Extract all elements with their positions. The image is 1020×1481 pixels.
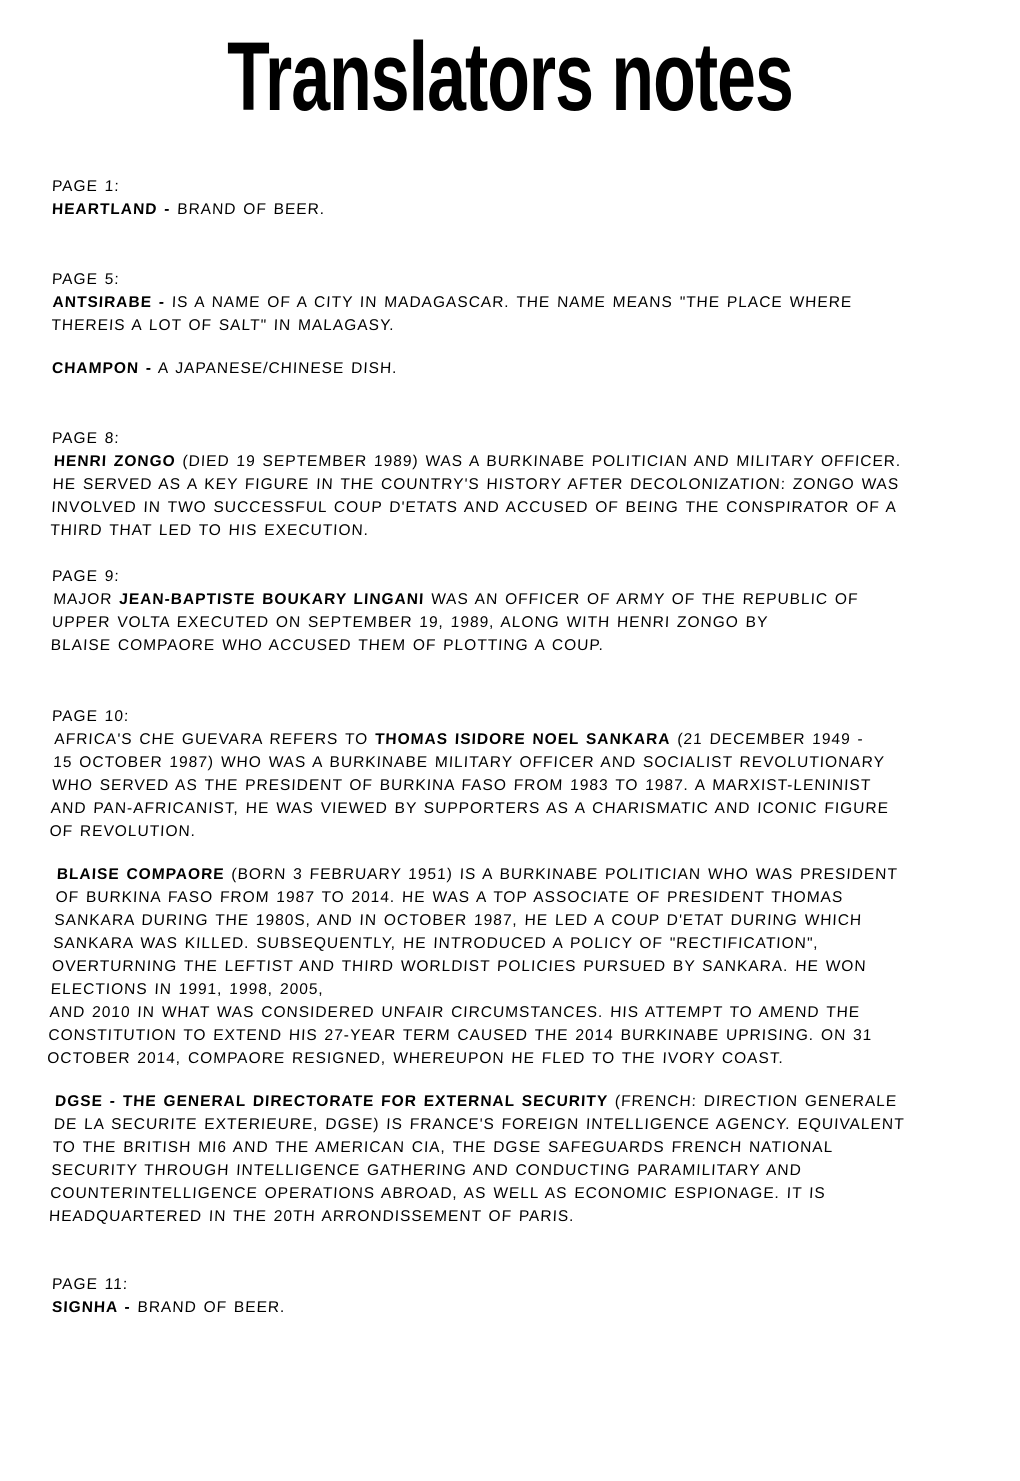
text-segment: (BORN 3 FEBRUARY 1951) IS A BURKINABE POLITICIAN WHO WAS PRESIDENT OF BURKINA FASO FROM 1987 TO 2014. HE WAS A TOP ASSOCIATE OF PRESIDENT THOMAS SANKARA DURING THE 1980S, AND IN OCTOBER 1987, HE LED A COUP D'ETAT DURING WHICH SANKARA WAS KILLED. SUBSEQUENTLY, HE INTRODUCED A POLICY OF "RECTIFICATION", OVERTURNING THE LEFTIST AND THIRD WORLDIST POLICIES PURSUED BY SANKARA. HE WON ELECTIONS IN 1991, 1998, 2005, AND 2010 IN WHAT WAS CONSIDERED UNFAIR CIRCUMSTANCES. HIS ATTEMPT TO AMEND THE CONSTITUTION TO EXTEND HIS 27-YEAR TERM CAUSED THE 2014 BURKINABE UPRISING. ON 31 OCTOBER 2014, COMPAORE RESIGNED, WHEREUPON HE FLED TO THE IVORY COAST. [46,866,899,1067]
section-heading: PAGE 8: [51,430,121,447]
section-heading: PAGE 5: [51,271,121,288]
text-segment: BRAND OF BEER. [130,1299,286,1316]
term-bold: BLAISE COMPAORE [56,866,226,883]
term-bold: JEAN-BAPTISTE BOUKARY LINGANI [118,591,425,608]
note-paragraph [50,588,967,657]
note-paragraph [51,291,966,337]
section-paragraphs [52,588,965,657]
text-segment: IS A NAME OF A CITY IN MADAGASCAR. THE NAME MEANS "THE PLACE WHERE THEREIS A LOT OF SALT" IN MALAGASY. [50,294,853,334]
text-segment: AFRICA'S CHE GUEVARA REFERS TO [53,731,376,748]
note-section [52,565,965,657]
section-paragraphs [46,728,965,1228]
note-section [52,175,965,221]
section-heading: PAGE 10: [51,708,130,725]
section-paragraphs [49,450,965,542]
text-segment: BRAND OF BEER. [169,201,326,218]
section-heading: PAGE 9: [51,568,121,585]
term-bold: THOMAS ISIDORE NOEL SANKARA [374,731,671,748]
note-paragraph [47,863,971,1070]
section-paragraphs [52,291,965,380]
text-segment: (DIED 19 SEPTEMBER 1989) WAS A BURKINABE POLITICIAN AND MILITARY OFFICER. HE SERVED AS A KEY FIGURE IN THE COUNTRY'S HISTORY AFTER DECOLONIZATION: ZONGO WAS INVOLVED IN TWO SUCCESSFUL COUP D'ETATS AND ACCUSED OF BEING THE CONSPIRATOR OF A THIRD THAT LED TO HIS EXECUTION. [49,453,902,539]
text-segment: (21 DECEMBER 1949 - 15 OCTOBER 1987) WHO WAS A BURKINABE MILITARY OFFICER AND SOCIALIST REVOLUTIONARY WHO SERVED AS THE PRESIDENT OF BURKINA FASO FROM 1983 TO 1987. A MARXIST-LENINIST AND PAN-AFRICANIST, HE WAS VIEWED BY SUPPORTERS AS A CHARISMATIC AND ICONIC FIGURE OF REVOLUTION. [49,731,890,840]
section-heading: PAGE 1: [51,178,121,195]
term-bold: ANTSIRABE - [52,294,166,311]
notes-sections [46,175,965,1319]
term-bold: DGSE - THE GENERAL DIRECTORATE FOR EXTERNAL SECURITY [54,1093,609,1110]
term-bold: HEARTLAND - [51,201,171,218]
section-paragraphs [52,1296,965,1319]
note-paragraph [49,728,968,843]
text-segment: MAJOR [52,591,120,608]
text-segment: A JAPANESE/CHINESE DISH. [151,360,398,377]
term-bold: HENRI ZONGO [53,453,177,470]
note-section [52,268,965,380]
note-paragraph [48,1090,968,1228]
section-paragraphs [52,198,965,221]
term-bold: CHAMPON - [51,360,153,377]
page-title: Translators notes [227,23,793,132]
section-heading: PAGE 11: [51,1276,129,1293]
term-bold: SIGNHA - [51,1299,132,1316]
note-paragraph [50,450,968,542]
note-section [52,1273,965,1319]
note-section [49,427,965,542]
note-paragraph [51,357,965,380]
note-paragraph [51,1296,965,1319]
text-segment: (FRENCH: DIRECTION GENERALE DE LA SECURITE EXTERIEURE, DGSE) IS FRANCE'S FOREIGN INTELLIGENCE AGENCY. EQUIVALENT TO THE BRITISH MI6 AND THE AMERICAN CIA, THE DGSE SAFEGUARDS FRENCH NATIONAL SECURITY THROUGH INTELLIGENCE GATHERING AND CONDUCTING PARAMILITARY AND COUNTERINTELLIGENCE OPERATIONS ABROAD, AS WELL AS ECONOMIC ESPIONAGE. IT IS HEADQUARTERED IN THE 20TH ARRONDISSEMENT OF PARIS. [48,1093,905,1225]
notes-page [0,25,1020,1481]
text-segment: WAS AN OFFICER OF ARMY OF THE REPUBLIC OF UPPER VOLTA EXECUTED ON SEPTEMBER 19, 1989, ALONG WITH HENRI ZONGO BY BLAISE COMPAORE WHO ACCUSED THEM OF PLOTTING A COUP. [50,591,859,654]
note-section [46,705,965,1228]
note-paragraph [51,198,965,221]
